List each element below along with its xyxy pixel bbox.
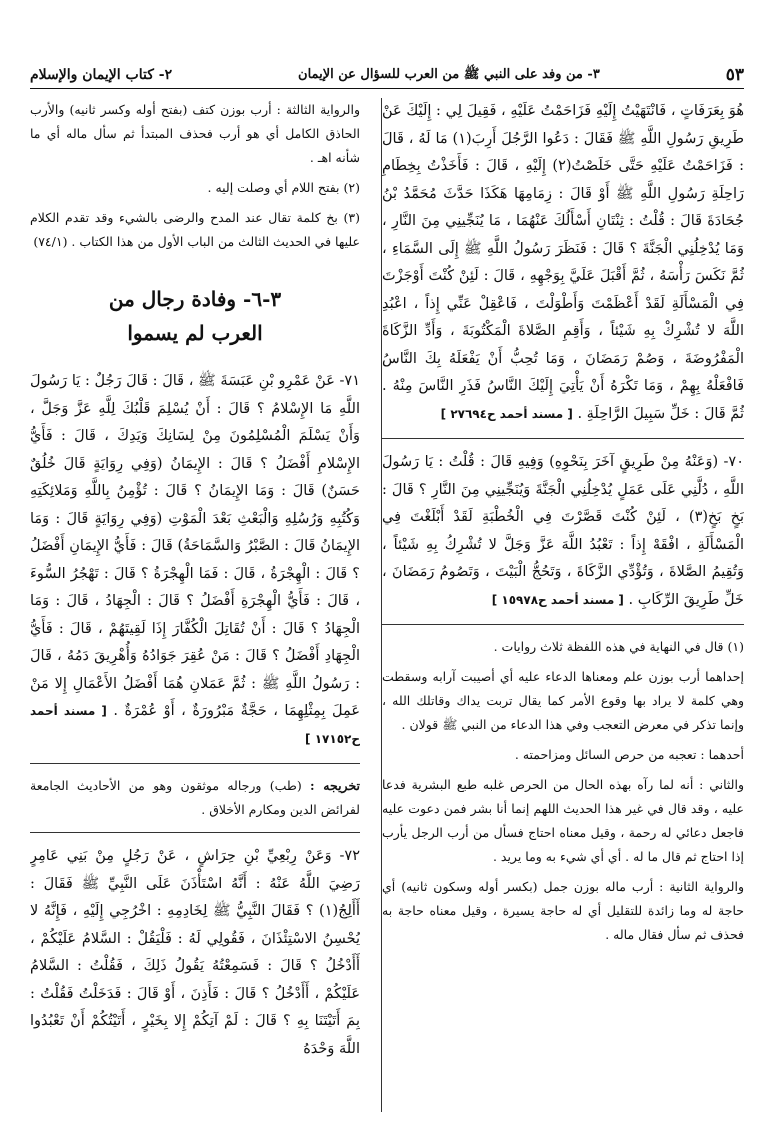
page-number: ٥٣	[725, 65, 744, 85]
hadith-72: ٧٢- وَعَنْ رِبْعِيِّ بْنِ حِرَاشٍ ، عَنْ رَجُلٍ مِنْ بَنِي عَامِرٍ رَضِيَ اللَّهُ عَنْهُ : أَنَّهُ اسْتَأْذَنَ عَلَى النَّبِيِّ ﷺ فَقَالَ : أَأَلِجُ(١) ؟ فَقَالَ النَّبِيُّ ﷺ لِخَادِمِهِ : اخْرُجِي إِلَيْهِ ، فَإِنَّهُ لا يُحْسِنُ الاسْتِئْذَانَ ، فَقُولِي لَهُ : فَلْيَقُلْ : السَّلامُ عَلَيْكُمْ ، أَأَدْخُلُ ؟ قَالَ : فَسَمِعْتُهُ يَقُولُ ذَلِكَ ، فَقُلْتُ : السَّلامُ عَلَيْكُمْ ، أَأَدْخُلُ ؟ قَالَ : فَأَذِنَ ، أَوْ قَالَ : فَدَخَلْتُ فَقُلْتُ : بِمَ أَتَيْتَنَا بِهِ ؟ قَالَ : لَمْ آتِكُمْ إِلا بِخَيْرٍ ، أَتَيْتُكُمْ أَنْ تَعْبُدُوا اللَّهَ وَحْدَهُ	[30, 848, 360, 1057]
section-heading	[30, 282, 360, 350]
hadith-69-reference: [ مسند أحمد ح٢٧٦٩٤ ]	[440, 406, 573, 421]
right-column	[382, 98, 744, 1120]
footnote-1-intro: (١) قال في النهاية في هذه اللفظة ثلاث روايات .	[493, 639, 744, 654]
column-divider	[381, 98, 382, 1112]
takhrij-separator	[30, 763, 360, 764]
hadith-69-continuation: هُوَ بِعَرَفَاتٍ ، فَانْتَهَيْتُ إِلَيْهِ فَزَاحَمْتُ عَلَيْهِ ، فَقِيلَ لِي : إِلَيْكَ عَنْ طَرِيقِ رَسُولِ اللَّهِ ﷺ فَقَالَ : دَعُوا الرَّجُلَ أَرِبَ(١) مَا لَهُ ، قَالَ : فَزَاحَمْتُ عَلَيْهِ حَتَّى خَلَصْتُ(٢) إِلَيْهِ ، قَالَ : فَأَخَذْتُ بِخِطَامِ رَاحِلَةِ رَسُولِ اللَّهِ ﷺ أَوْ قَالَ : زِمَامِهَا هَكَذَا حَدَّثَ مُحَمَّدُ بْنُ جُحَادَةَ قَالَ : قُلْتُ : ثِنْتَانِ أَسْأَلُكَ عَنْهُمَا ، مَا يُنَجِّينِي مِنَ النَّارِ ، وَمَا يُدْخِلُنِي الْجَنَّةَ ؟ قَالَ : فَنَظَرَ رَسُولُ اللَّهِ ﷺ إِلَى السَّمَاءِ ، ثُمَّ نَكَسَ رَأْسَهُ ، ثُمَّ أَقْبَلَ عَلَيَّ بِوَجْهِهِ ، قَالَ : لَئِنْ كُنْتَ أَوْجَزْتَ فِي الْمَسْأَلَةِ لَقَدْ أَعْظَمْتَ وَأَطْوَلْتَ ، فَاعْقِلْ عَنِّي إِذاً ، اعْبُدِ اللَّهَ لا تُشْرِكْ بِهِ شَيْئاً ، وَأَقِمِ الصَّلاةَ الْمَكْتُوبَةَ ، وَأَدِّ الزَّكَاةَ الْمَفْرُوضَةَ ، وَصُمْ رَمَضَانَ ، وَمَا تُحِبُّ أَنْ يَفْعَلَهُ بِكَ النَّاسُ فَافْعَلْهُ بِهِمْ ، وَمَا تَكْرَهُ أَنْ يَأْتِيَ إِلَيْكَ النَّاسُ فَذَرِ النَّاسَ مِنْهُ . ثُمَّ قَالَ : خَلِّ سَبِيلَ الرَّاحِلَةِ . [ مسند أحمد ح٢٧٦٩٤ ]	[382, 103, 744, 422]
footnote-3: (٣) بخ كلمة تقال عند المدح والرضى بالشيء وقد تقدم الكلام عليها في الحديث الثالث من الباب الأول من هذا الكتاب . (٧٤/١)	[30, 210, 360, 249]
chapter-title: ٣- من وفد على النبي ﷺ من العرب للسؤال عن الإيمان	[298, 66, 600, 82]
section-heading-line-2: العرب لم يسموا	[127, 321, 263, 345]
takhrij	[30, 774, 360, 822]
left-column	[30, 98, 360, 1120]
takhrij-label: تخريجه :	[310, 778, 360, 793]
footnote-2: (٢) بفتح اللام أي وصلت إليه .	[207, 180, 360, 195]
section-heading-line-1: ٣-٦- وفادة رجال من	[108, 287, 282, 311]
running-header	[30, 62, 744, 89]
hadith-71-reference: [ مسند أحمد ح١٧١٥٢ ]	[30, 704, 360, 746]
book-title: ٢- كتاب الإيمان والإسلام	[30, 67, 173, 83]
footnote-1-first-reading: إحداهما أرب بوزن علم ومعناها الدعاء عليه أي أصيبت آرابه وسقطت وهي كلمة لا يراد بها وقوع الأمر كما يقال تربت يداك وقاتلك الله ، وإنما تذكر في معرض التعجب وفي هذا الدعاء من النبي ﷺ قولان .	[382, 669, 744, 732]
footnote-1-third-reading: والرواية الثالثة : أرب بوزن كتف (بفتح أوله وكسر ثانيه) والأرب الحاذق الكامل أي هو أرب فحذف المبتدأ ثم سأل ماله أي ما شأنه اهـ .	[30, 102, 360, 165]
footnote-1-first-opinion: أحدهما : تعجبه من حرص السائل ومزاحمته .	[514, 747, 744, 762]
hadith-separator	[382, 438, 744, 439]
footnote-separator	[382, 624, 744, 625]
hadith-71: ٧١- عَنْ عَمْرِو بْنِ عَبَسَةَ ﷺ ، قَالَ : قَالَ رَجُلٌ : يَا رَسُولَ اللَّهِ مَا الإِسْلامُ ؟ قَالَ : أَنْ يُسْلِمَ قَلْبُكَ لِلَّهِ عَزَّ وَجَلَّ ، وَأَنْ يَسْلَمَ الْمُسْلِمُونَ مِنْ لِسَانِكَ وَيَدِكَ ، قَالَ : فَأَيُّ الإِسْلامِ أَفْضَلُ ؟ قَالَ : الإِيمَانُ (وَفِي رِوَايَةٍ قَالَ خُلُقٌ حَسَنٌ) قَالَ : وَمَا الإِيمَانُ ؟ قَالَ : تُؤْمِنُ بِاللَّهِ وَمَلائِكَتِهِ وَكُتُبِهِ وَرُسُلِهِ وَالْبَعْثِ بَعْدَ الْمَوْتِ (وَفِي رِوَايَةٍ قَالَ : وَمَا الإِيمَانُ قَالَ : الصَّبْرُ وَالسَّمَاحَةُ) قَالَ : فَأَيُّ الإِيمَانِ أَفْضَلُ ؟ قَالَ : الْهِجْرَةُ ، قَالَ : فَمَا الْهِجْرَةُ ؟ قَالَ : تَهْجُرُ السُّوءَ ، قَالَ : فَأَيُّ الْهِجْرَةِ أَفْضَلُ ؟ قَالَ : الْجِهَادُ ، قَالَ : وَمَا الْجِهَادُ ؟ قَالَ : أَنْ تُقَاتِلَ الْكُفَّارَ إِذَا لَقِيتَهُمْ ، قَالَ : فَأَيُّ الْجِهَادِ أَفْضَلُ ؟ قَالَ : مَنْ عُقِرَ جَوَادُهُ وَأُهْرِيقَ دَمُهُ ، قَالَ : رَسُولُ اللَّهِ ﷺ : ثُمَّ عَمَلانِ هُمَا أَفْضَلُ الأَعْمَالِ إِلا مَنْ عَمِلَ بِمِثْلِهِمَا ، حَجَّةٌ مَبْرُورَةٌ ، أَوْ عُمْرَةٌ . [ مسند أحمد ح١٧١٥٢ ]	[30, 373, 360, 746]
hadith-separator-2	[30, 832, 360, 833]
footnote-1-second-reading: والرواية الثانية : أرب ماله بوزن جمل (بكسر أوله وسكون ثانيه) أي حاجة له وما زائدة للتقليل أي له حاجة يسيرة ، وقيل معناه حاجة به فحذف ثم سأل فقال ماله .	[382, 879, 744, 942]
footnote-1-second-opinion: والثاني : أنه لما رآه بهذه الحال من الحرص غلبه طبع البشرية فدعا عليه ، وقد قال في غير هذا الحديث اللهم إنما أنا بشر فمن دعوت عليه فاجعل دعائي له رحمة ، وقيل معناه احتاج فسأل من أرب الرجل يأرب إذا احتاج ثم قال ما له . أي أي شيء به وما يريد .	[382, 777, 744, 864]
takhrij-text: (طب) ورجاله موثقون وهو من الأحاديث الجامعة لفرائض الدين ومكارم الأخلاق .	[30, 778, 360, 817]
hadith-70-reference: [ مسند أحمد ح١٥٩٧٨ ]	[491, 592, 624, 607]
hadith-70: ٧٠- (وَعَنْهُ مِنْ طَرِيقٍ آخَرَ بِنَحْوِهِ) وَفِيهِ قَالَ : قُلْتُ : يَا رَسُولَ اللَّهِ ، دُلَّنِي عَلَى عَمَلٍ يُدْخِلُنِي الْجَنَّةَ وَيُنَجِّينِي مِنَ النَّارِ ؟ قَالَ : بَخٍ بَخٍ(٣) ، لَئِنْ كُنْتَ قَصَّرْتَ فِي الْخُطْبَةِ لَقَدْ أَبْلَغْتَ فِي الْمَسْأَلَةِ ، افْقَهْ إِذاً : تَعْبُدُ اللَّهَ عَزَّ وَجَلَّ لا تُشْرِكُ بِهِ شَيْئاً ، وَتُقِيمُ الصَّلاةَ ، وَتُؤْدِّي الزَّكَاةَ ، وَتَحُجُّ الْبَيْتَ ، وَتَصُومُ رَمَضَانَ ، خَلِّ طَرِيقَ الرِّكَابِ . [ مسند أحمد ح١٥٩٧٨ ]	[382, 454, 744, 608]
